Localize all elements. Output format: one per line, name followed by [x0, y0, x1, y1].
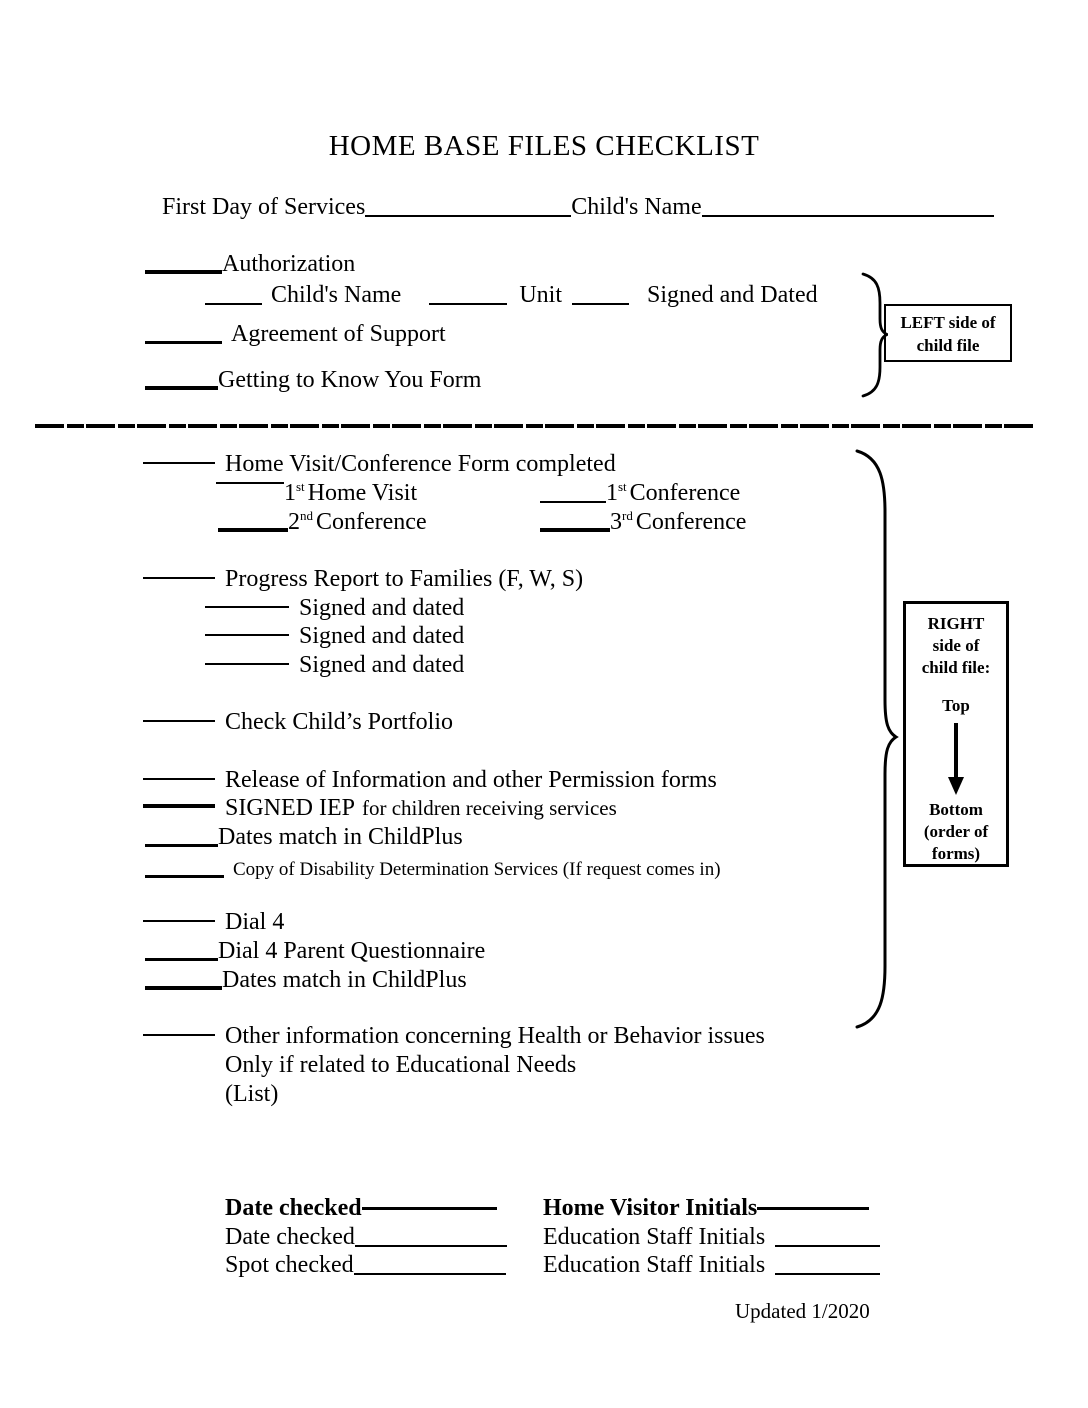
signed-dated-label-1: Signed and dated — [299, 595, 465, 621]
education-staff-initials-label-1: Education Staff Initials — [543, 1224, 766, 1250]
dial4-pq-blank — [145, 958, 218, 961]
signed-dated-row-3 — [205, 651, 464, 679]
left-file-box-line2: child file — [916, 336, 980, 355]
right-file-box-bottom-label: Bottom — [929, 800, 983, 819]
visit-row-2 — [143, 508, 903, 536]
dial4-pq-label: Dial 4 Parent Questionnaire — [218, 938, 486, 964]
education-staff-initials-blank-2 — [775, 1273, 880, 1275]
other-info-dash — [143, 1034, 215, 1036]
iep-row — [143, 794, 617, 822]
portfolio-row — [143, 708, 453, 736]
dds-copy-label: Copy of Disability Determination Services (If request comes in) — [233, 859, 721, 880]
left-file-box — [884, 304, 1012, 362]
right-file-box-line2: side of — [932, 636, 980, 655]
authorization-blank — [145, 270, 222, 274]
dates-match-row-1 — [145, 823, 463, 851]
first-day-blank — [365, 215, 571, 217]
signed-dated-row-2 — [205, 622, 464, 650]
iep-dash — [143, 804, 215, 808]
auth-child-name-blank — [205, 303, 262, 305]
signed-dated-dash-1 — [205, 606, 289, 608]
first-conference-num: 1 — [606, 480, 618, 506]
third-conference-ord: rd — [622, 508, 633, 523]
date-checked-2-blank — [355, 1245, 507, 1247]
first-home-visit-num: 1 — [284, 480, 296, 506]
education-staff-initials-blank-1 — [775, 1245, 880, 1247]
signed-dated-dash-3 — [205, 663, 289, 665]
spot-checked-label: Spot checked — [225, 1252, 354, 1278]
child-name-blank — [702, 215, 994, 217]
auth-unit-label: Unit — [519, 282, 562, 308]
right-file-box-line1: RIGHT — [927, 614, 985, 633]
progress-label: Progress Report to Families (F, W, S) — [225, 566, 584, 592]
dates-match-blank-1 — [145, 844, 218, 847]
signed-dated-row-1 — [205, 594, 464, 622]
third-conference-label: Conference — [635, 509, 747, 535]
authorization-row — [145, 250, 355, 278]
education-staff-initials-group-1 — [543, 1223, 880, 1251]
authorization-detail-row — [205, 281, 818, 309]
date-checked-1-line — [362, 1207, 497, 1210]
footer-row-1 — [225, 1194, 905, 1222]
second-conference-num: 2 — [288, 509, 300, 535]
dates-match-label-1: Dates match in ChildPlus — [218, 824, 463, 850]
first-conference-group — [540, 479, 740, 507]
home-visitor-initials-line — [757, 1207, 869, 1210]
education-staff-initials-label-2: Education Staff Initials — [543, 1252, 766, 1278]
portfolio-label: Check Child’s Portfolio — [225, 709, 453, 735]
third-conference-num: 3 — [610, 509, 622, 535]
page-title: HOME BASE FILES CHECKLIST — [328, 130, 760, 162]
home-visit-header-label: Home Visit/Conference Form completed — [225, 451, 616, 477]
dial4-pq-row — [145, 937, 485, 965]
home-visitor-initials-label: Home Visitor Initials — [543, 1195, 758, 1221]
signed-dated-label-3: Signed and dated — [299, 652, 465, 678]
authorization-label: Authorization — [222, 251, 356, 277]
third-conference-group — [540, 508, 746, 536]
dates-match-label-2: Dates match in ChildPlus — [222, 967, 467, 993]
right-file-box-order1: (order of — [923, 822, 989, 841]
gtky-row — [145, 366, 481, 394]
right-file-brace-icon — [851, 448, 899, 1030]
left-file-box-line1: LEFT side of — [900, 313, 996, 332]
portfolio-dash — [143, 720, 215, 722]
dates-match-row-2 — [145, 966, 467, 994]
first-conference-blank — [540, 501, 606, 503]
visit-row-1 — [143, 479, 903, 507]
release-row — [143, 766, 717, 794]
header-row — [162, 193, 994, 221]
iep-label: SIGNED IEP — [225, 795, 355, 821]
other-info-label: Other information concerning Health or Behavior issues — [225, 1023, 765, 1049]
date-checked-1-label: Date checked — [225, 1195, 362, 1221]
education-staff-initials-group-2 — [543, 1251, 880, 1279]
second-conference-blank — [218, 528, 288, 532]
auth-child-name-label: Child's Name — [271, 282, 402, 308]
right-file-box-order2: forms) — [931, 844, 981, 863]
other-info-line2: Only if related to Educational Needs — [225, 1052, 577, 1078]
agreement-row — [145, 320, 446, 348]
child-name-label: Child's Name — [571, 194, 702, 220]
first-home-visit-ord: st — [296, 479, 305, 494]
other-info-row — [143, 1022, 765, 1050]
dds-copy-blank — [145, 875, 224, 878]
first-home-visit-blank — [216, 482, 284, 484]
right-file-box-top-label: Top — [942, 696, 970, 715]
progress-row — [143, 565, 583, 593]
auth-unit-blank — [429, 303, 507, 305]
right-file-box — [903, 601, 1009, 867]
date-checked-2-label: Date checked — [225, 1224, 355, 1250]
gtky-blank — [145, 386, 218, 390]
dial4-dash — [143, 920, 215, 922]
spot-checked-blank — [354, 1273, 506, 1275]
down-arrow-icon — [906, 721, 1006, 797]
first-home-visit-label: Home Visit — [307, 480, 418, 506]
updated-label: Updated 1/2020 — [735, 1299, 870, 1323]
dial4-label: Dial 4 — [225, 909, 285, 935]
iep-sublabel: for children receiving services — [362, 796, 617, 820]
right-file-box-line3: child file: — [921, 658, 991, 677]
auth-signed-label: Signed and Dated — [646, 282, 818, 308]
footer-row-3 — [225, 1251, 905, 1279]
dial4-row — [143, 908, 284, 936]
footer-row-2 — [225, 1223, 905, 1251]
other-info-line3: (List) — [225, 1081, 279, 1107]
signed-dated-label-2: Signed and dated — [299, 623, 465, 649]
section-divider — [35, 424, 1035, 428]
third-conference-blank — [540, 528, 610, 532]
release-dash — [143, 778, 215, 780]
release-label: Release of Information and other Permission forms — [225, 767, 717, 793]
auth-signed-blank — [572, 303, 629, 305]
dates-match-blank-2 — [145, 986, 222, 990]
home-visit-dash — [143, 462, 215, 464]
gtky-label: Getting to Know You Form — [218, 367, 482, 393]
dds-copy-row — [145, 854, 721, 884]
second-conference-ord: nd — [300, 508, 313, 523]
home-visitor-initials-group — [543, 1194, 869, 1222]
first-conference-ord: st — [618, 479, 627, 494]
first-conference-label: Conference — [629, 480, 741, 506]
second-conference-label: Conference — [316, 509, 427, 535]
first-day-label: First Day of Services — [162, 194, 366, 220]
agreement-blank — [145, 341, 222, 344]
home-visit-header-row — [143, 450, 616, 478]
agreement-label: Agreement of Support — [231, 321, 446, 347]
signed-dated-dash-2 — [205, 634, 289, 636]
progress-dash — [143, 577, 215, 579]
